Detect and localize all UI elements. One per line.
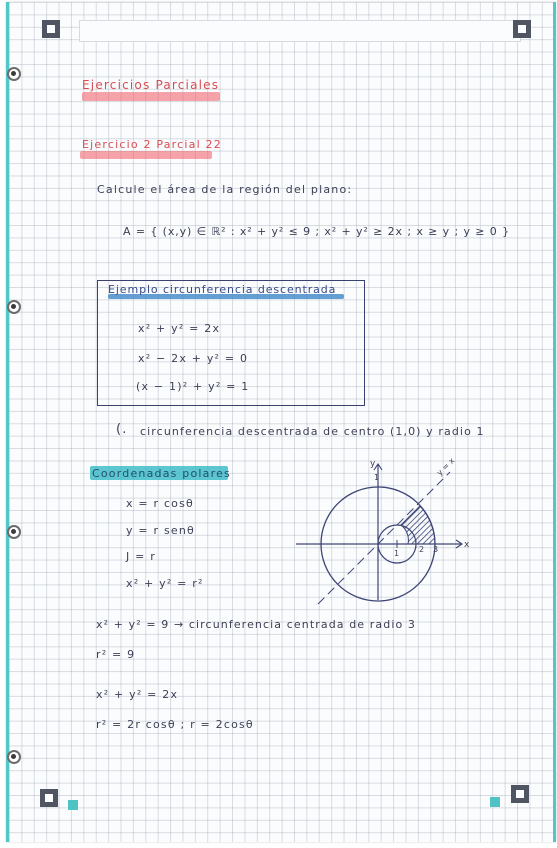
notebook-page	[6, 2, 556, 842]
main-heading: Ejercicios Parciales	[82, 78, 220, 92]
work-line-1: x² + y² = 9 → circunferencia centrada de radio 3	[96, 618, 417, 631]
corner-mark-top-left	[42, 20, 60, 38]
example-line-2: x² − 2x + y² = 0	[138, 352, 249, 365]
tick-label-2: 2	[419, 545, 425, 554]
work-line-4: r² = 2r cosθ ; r = 2cosθ	[96, 718, 254, 731]
shaded-region	[401, 506, 435, 544]
bullet-mark: (.	[116, 422, 128, 437]
exercise-heading: Ejercicio 2 Parcial 22	[82, 138, 222, 151]
corner-mark-top-right	[513, 20, 531, 38]
corner-mark-bottom-right	[511, 785, 529, 803]
polar-line-2: y = r senθ	[126, 524, 195, 537]
tick-label-1: 1	[394, 549, 400, 558]
teal-square-mark	[490, 797, 500, 807]
binder-hole	[7, 525, 21, 539]
example-line-1: x² + y² = 2x	[138, 322, 221, 335]
example-line-3: (x − 1)² + y² = 1	[136, 380, 250, 393]
y-axis-label: y	[370, 459, 376, 469]
tick-label-3: 3	[433, 545, 439, 554]
binder-hole	[7, 67, 21, 81]
region-graph	[290, 450, 480, 610]
line-label: y = x	[435, 456, 457, 478]
polar-line-3: J = r	[126, 550, 156, 563]
teal-square-mark	[68, 800, 78, 810]
polar-line-4: x² + y² = r²	[126, 577, 204, 590]
exercise-highlight	[80, 151, 212, 159]
work-line-3: x² + y² = 2x	[96, 688, 179, 701]
example-conclusion: circunferencia descentrada de centro (1,0) y radio 1	[140, 425, 485, 438]
polar-line-1: x = r cosθ	[126, 497, 194, 510]
statement-intro: Calcule el área de la región del plano:	[97, 183, 353, 196]
corner-mark-bottom-left	[40, 789, 58, 807]
x-axis-label: x	[464, 540, 470, 550]
example-title: Ejemplo circunferencia descentrada	[108, 283, 337, 296]
binder-hole	[7, 300, 21, 314]
set-definition: A = { (x,y) ∈ ℝ² : x² + y² ≤ 9 ; x² + y² ≥ 2x ; x ≥ y ; y ≥ 0 }	[123, 225, 510, 238]
polar-title: Coordenadas polares	[92, 467, 231, 480]
y-tick-label: 1	[374, 473, 380, 482]
work-line-2: r² = 9	[96, 648, 136, 661]
heading-highlight	[82, 92, 220, 101]
binder-hole	[7, 750, 21, 764]
header-strip	[79, 20, 521, 42]
